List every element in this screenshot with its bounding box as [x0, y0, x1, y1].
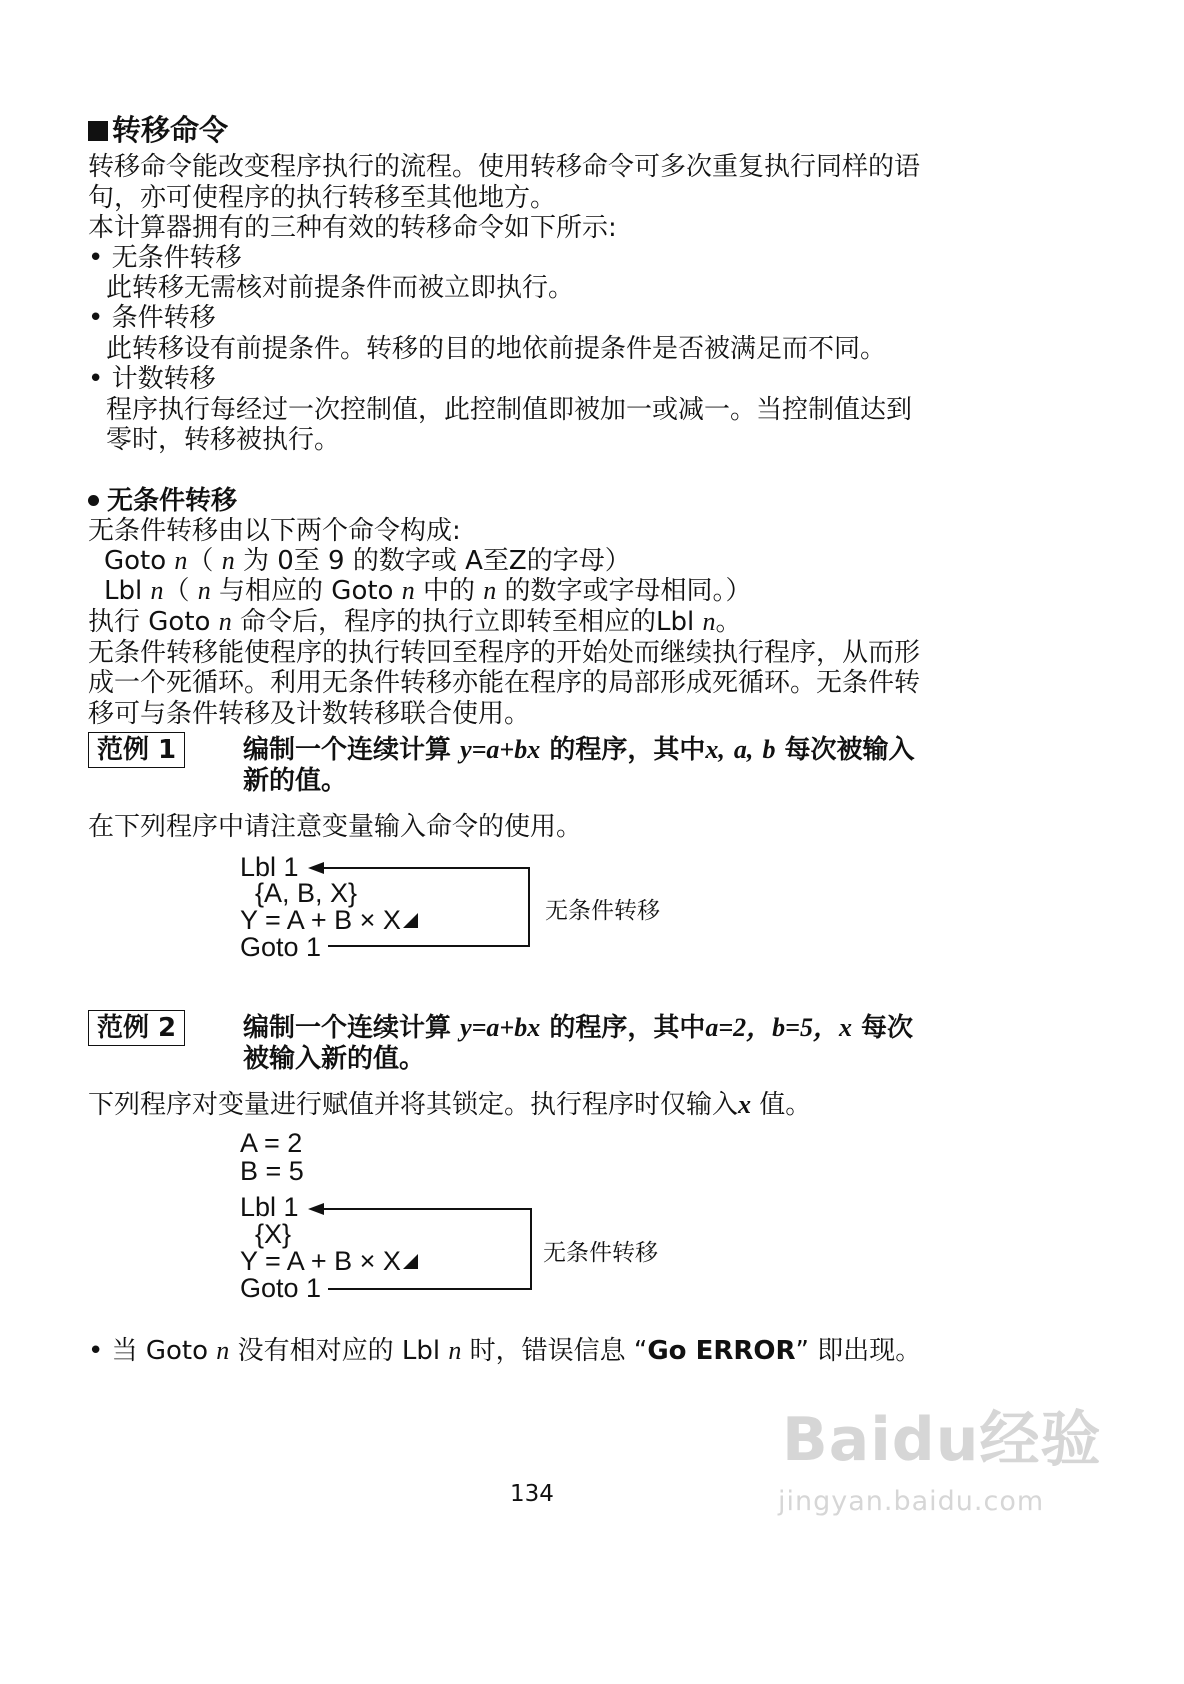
lbl-definition: Lbl n（ n 与相应的 Goto n 中的 n 的数字或字母相同。）: [104, 576, 752, 606]
code-line: Lbl 1: [240, 1192, 299, 1222]
code-line: {A, B, X}: [255, 878, 358, 908]
jump-arrow-diagram: [300, 1196, 540, 1301]
jump-connector-line: [322, 868, 529, 946]
intro-line: 句，亦可使程序的执行转移至其他地方。: [88, 183, 557, 213]
code-line: Y = A + B × X: [240, 1246, 418, 1277]
example-tag: 范例 2: [88, 1010, 185, 1046]
example-note: 下列程序对变量进行赋值并将其锁定。执行程序时仅输入x 值。: [88, 1090, 812, 1120]
intro-line: 转移命令能改变程序执行的流程。使用转移命令可多次重复执行同样的语: [88, 152, 921, 182]
code-line: Goto 1: [240, 1273, 322, 1303]
subsection-heading: 无条件转移: [88, 485, 237, 517]
section-heading: 转移命令: [88, 108, 228, 149]
intro-line: 本计算器拥有的三种有效的转移命令如下所示:: [88, 213, 617, 243]
dot-bullet-icon: [88, 495, 99, 506]
code-line: Lbl 1: [240, 852, 299, 882]
list-item: • 计数转移: [88, 364, 216, 394]
jump-annotation: 无条件转移: [543, 1240, 658, 1266]
watermark-url: jingyan.baidu.com: [778, 1486, 1045, 1517]
arrow-head-icon: [308, 862, 324, 874]
watermark-logo: Baidu经验: [782, 1405, 1102, 1475]
square-bullet-icon: [88, 121, 108, 141]
code-line: {X}: [255, 1219, 292, 1249]
code-line: Goto 1: [240, 932, 322, 962]
example-note: 在下列程序中请注意变量输入命令的使用。: [88, 812, 583, 842]
code-line: Y = A + B × X: [240, 905, 418, 936]
example-title-cont: 被输入新的值。: [243, 1044, 426, 1074]
code-line: A = 2: [240, 1128, 303, 1158]
list-item-desc: 程序执行每经过一次控制值，此控制值即被加一或减一。当控制值达到: [106, 395, 913, 425]
footnote: • 当 Goto n 没有相对应的 Lbl n 时，错误信息 “Go ERROR” 即出现。: [88, 1336, 922, 1366]
example-title-cont: 新的值。: [243, 766, 348, 796]
page-number: 134: [510, 1481, 554, 1507]
jump-connector-line: [322, 1209, 531, 1289]
section-para: 成一个死循环。利用无条件转移亦能在程序的局部形成死循环。无条件转: [88, 668, 921, 698]
example-title: 编制一个连续计算 y=a+bx 的程序，其中x, a, b 每次被输入: [243, 735, 915, 765]
example-tag: 范例 1: [88, 732, 185, 768]
list-item-desc: 此转移无需核对前提条件而被立即执行。: [106, 273, 575, 303]
list-item-desc: 此转移设有前提条件。转移的目的地依前提条件是否被满足而不同。: [106, 334, 887, 364]
jump-arrow-diagram: [300, 855, 540, 960]
list-item: • 无条件转移: [88, 243, 242, 273]
example-title: 编制一个连续计算 y=a+bx 的程序，其中a=2，b=5，x 每次: [243, 1013, 914, 1043]
section-para: 无条件转移能使程序的执行转回至程序的开始处而继续执行程序，从而形: [88, 638, 921, 668]
list-item: • 条件转移: [88, 303, 216, 333]
jump-annotation: 无条件转移: [545, 898, 660, 924]
code-line: B = 5: [240, 1156, 304, 1186]
section-intro: 无条件转移由以下两个命令构成:: [88, 516, 461, 546]
list-item-desc: 零时，转移被执行。: [106, 425, 341, 455]
goto-definition: Goto n（ n 为 0至 9 的数字或 A至Z的字母）: [104, 546, 631, 576]
arrow-head-icon: [308, 1203, 324, 1215]
section-para: 移可与条件转移及计数转移联合使用。: [88, 699, 531, 729]
exec-line: 执行 Goto n 命令后，程序的执行立即转至相应的Lbl n。: [88, 607, 742, 637]
